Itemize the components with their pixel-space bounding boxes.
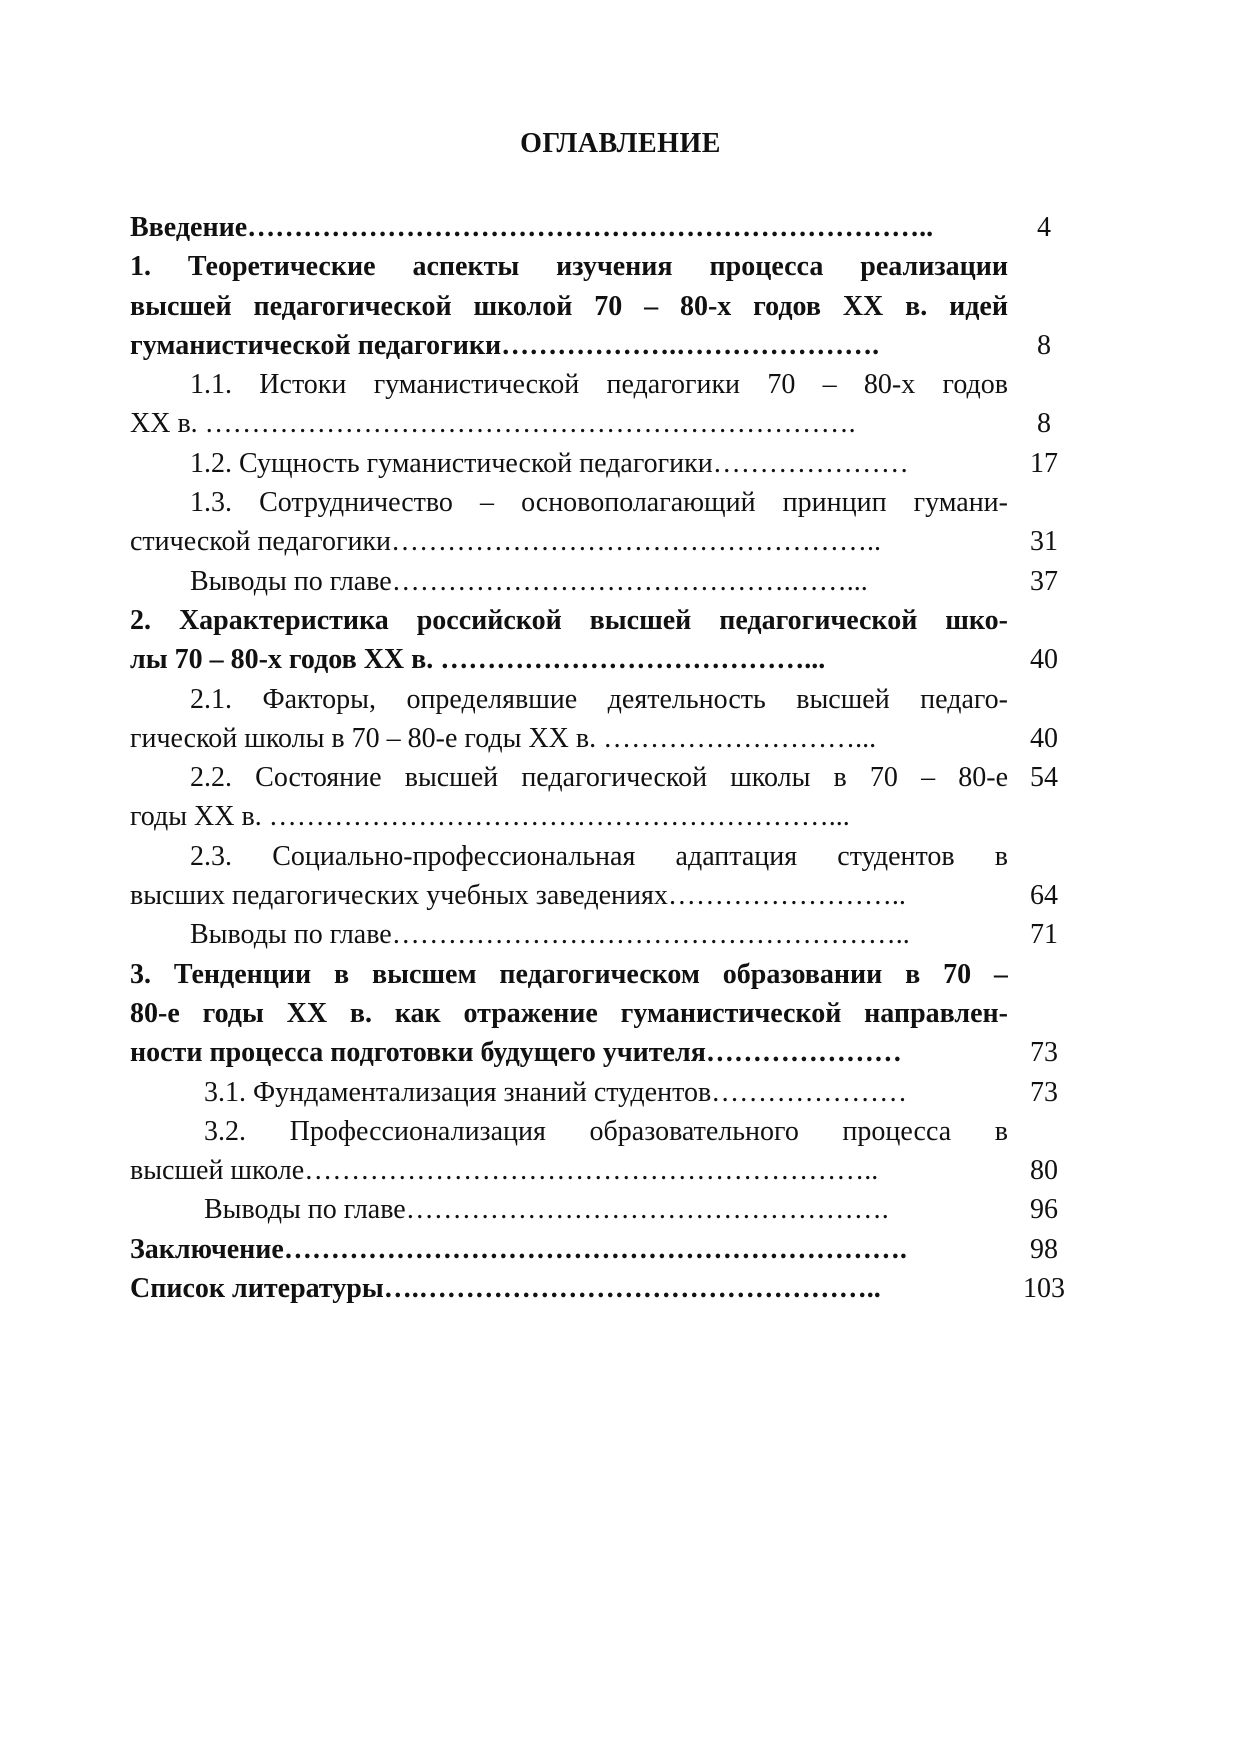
page-number: 73 <box>1030 1076 1058 1108</box>
entry-text: 1.1. Истоки гуманистической педагогики 70 – 80-х годов <box>190 369 1008 401</box>
page-number: 71 <box>1030 919 1058 951</box>
toc-entry-chapter-1[interactable] <box>0 247 1241 365</box>
entry-text: высшей школе…………………………………………………….. <box>130 1155 879 1187</box>
entry-text: гической школы в 70 – 80-е годы ХХ в. ………………………... <box>130 722 877 754</box>
entry-text: годы ХХ в. ……………………………………………………... <box>130 801 850 833</box>
toc-entry-3-2[interactable] <box>0 1112 1241 1191</box>
toc-title: ОГЛАВЛЕНИЕ <box>520 128 721 159</box>
entry-text: 80-е годы ХХ в. как отражение гуманистической направлен- <box>130 997 1008 1029</box>
entry-text: 1.3. Сотрудничество – основополагающий принцип гумани- <box>190 487 1008 519</box>
toc-entry-bibliography[interactable] <box>0 1269 1241 1308</box>
entry-text: Заключение…………………………………………………………. <box>130 1233 907 1265</box>
page-number: 8 <box>1037 329 1051 361</box>
entry-text: Список литературы….………………………………………….. <box>130 1273 881 1305</box>
toc-entry-2-2[interactable] <box>0 758 1241 837</box>
page-number: 40 <box>1030 722 1058 754</box>
toc-entry-chapter-2[interactable] <box>0 601 1241 680</box>
page-number: 54 <box>1030 762 1058 794</box>
entry-text: ХХ в. ……………………………………………………………. <box>130 408 856 440</box>
toc-entry-2-1[interactable] <box>0 680 1241 759</box>
page-number: 73 <box>1030 1037 1058 1069</box>
toc-entry-conclusion[interactable] <box>0 1230 1241 1269</box>
page-number: 40 <box>1030 644 1058 676</box>
entry-text: 2.1. Факторы, определявшие деятельность высшей педаго- <box>190 683 1008 715</box>
toc-entry-chapter-2-conclusions[interactable] <box>0 915 1241 954</box>
toc-entry-chapter-3[interactable] <box>0 955 1241 1073</box>
entry-text: Введение……………………………………………………………….. <box>130 212 934 243</box>
toc-entry-chapter-3-conclusions[interactable] <box>0 1190 1241 1229</box>
page-number: 96 <box>1030 1194 1058 1226</box>
page-number: 103 <box>1023 1273 1065 1305</box>
entry-text: высшей педагогической школой 70 – 80-х годов ХХ в. идей <box>130 290 1008 322</box>
entry-text: ности процесса подготовки будущего учителя………………… <box>130 1037 902 1069</box>
entry-text: Выводы по главе……………………………………………. <box>204 1194 889 1226</box>
page-number: 80 <box>1030 1155 1058 1187</box>
toc-entry-chapter-1-conclusions[interactable] <box>0 562 1241 601</box>
entry-text: Выводы по главе…………………………………….……... <box>190 565 868 597</box>
entry-text: 3.1. Фундаментализация знаний студентов………………… <box>204 1076 908 1108</box>
toc-entry-2-3[interactable] <box>0 837 1241 916</box>
entry-text: 1.2. Сущность гуманистической педагогики………………… <box>190 447 909 479</box>
entry-text: 2.3. Социально-профессиональная адаптация студентов в <box>190 840 1008 872</box>
entry-text: гуманистической педагогики……………….…………………. <box>130 329 880 361</box>
entry-text: лы 70 – 80-х годов ХХ в. …………………………………... <box>130 644 826 676</box>
page-number: 31 <box>1030 526 1058 558</box>
toc-entry-introduction[interactable] <box>0 208 1241 247</box>
entry-text: стической педагогики…………………………………………….. <box>130 526 882 558</box>
page-number: 17 <box>1030 447 1058 479</box>
page-number: 64 <box>1030 880 1058 912</box>
entry-text: 1. Теоретические аспекты изучения процесса реализации <box>130 251 1008 283</box>
page-number: 98 <box>1030 1233 1058 1265</box>
entry-text: 3.2. Профессионализация образовательного процесса в <box>204 1115 1008 1147</box>
entry-text: 3. Тенденции в высшем педагогическом образовании в 70 – <box>130 958 1008 990</box>
entry-text: 2. Характеристика российской высшей педагогической шко- <box>130 604 1008 636</box>
page-number: 8 <box>1037 408 1051 440</box>
toc-entry-1-1[interactable] <box>0 365 1241 444</box>
toc-entry-1-2[interactable] <box>0 444 1241 483</box>
entry-text: высших педагогических учебных заведениях…………………….. <box>130 880 906 912</box>
page-number: 4 <box>1037 212 1051 243</box>
toc-entry-1-3[interactable] <box>0 483 1241 562</box>
toc-entry-3-1[interactable] <box>0 1073 1241 1112</box>
page-number: 37 <box>1030 565 1058 597</box>
entry-text: 2.2. Состояние высшей педагогической школы в 70 – 80-е <box>190 762 1008 794</box>
entry-text: Выводы по главе……………………………………………….. <box>190 919 910 951</box>
table-of-contents <box>0 208 1241 1308</box>
